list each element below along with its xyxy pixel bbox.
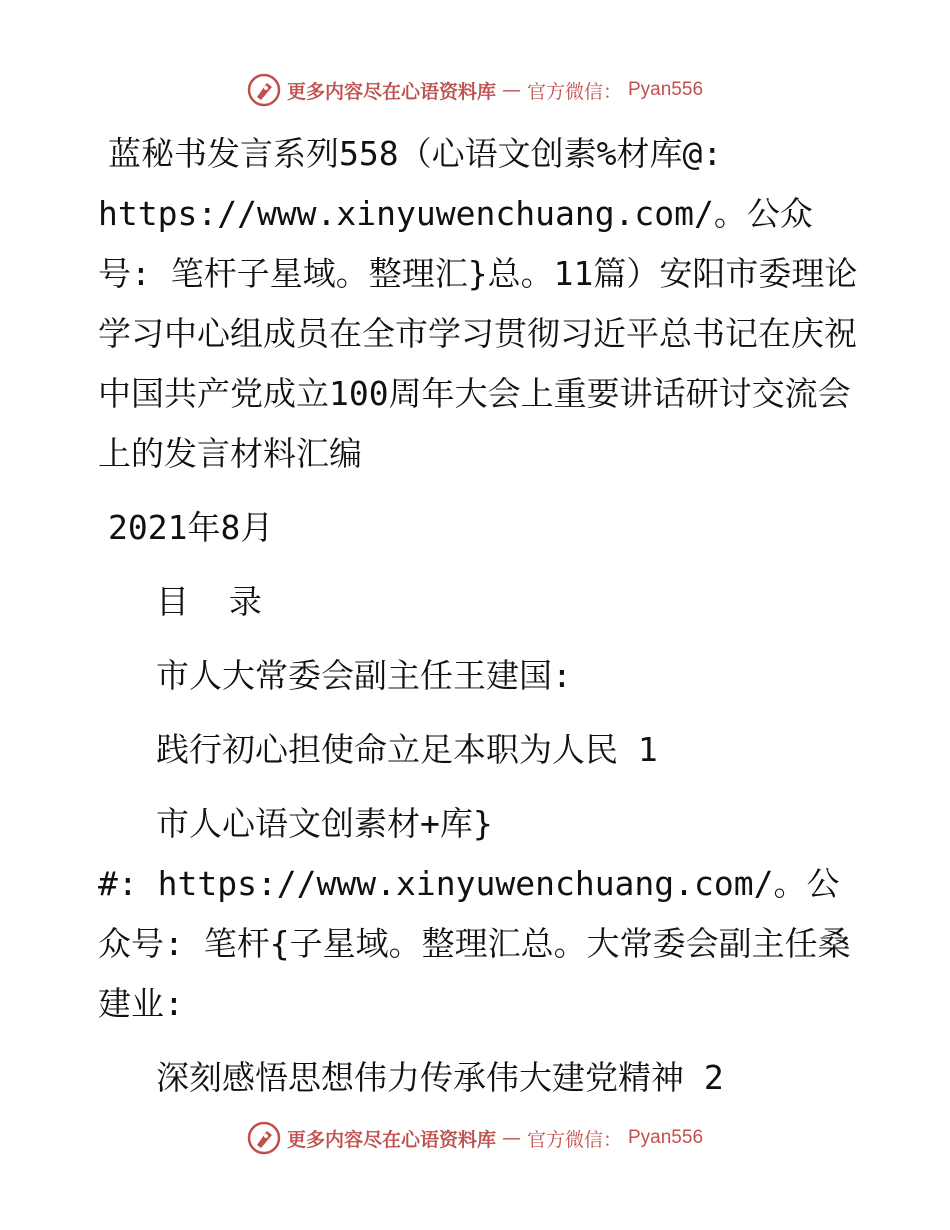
document-date: 2021年8月 — [108, 508, 274, 547]
document-title: 蓝秘书发言系列558（心语文创素%材库@: https://www.xinyuwenchuang.com/。公众号: 笔杆子星域。整理汇}总。11篇）安阳市委理论学习中心组成员在全市学习贯彻习近平总书记在庆祝中国共产党成立100周年大会上重要讲话研讨交流会上的发言材料汇编 — [98, 134, 858, 473]
toc-item: 践行初心担使命立足本职为人民 1 — [156, 730, 658, 769]
banner-wechat-label: 官方微信： — [526, 80, 622, 103]
pen-nib-logo-icon — [247, 1121, 281, 1155]
banner-site-text: 更多内容尽在心语资料库 — [286, 1128, 496, 1151]
banner-wechat-label: 官方微信： — [526, 1128, 622, 1151]
banner-wechat-id: Pyan556 — [628, 1127, 704, 1148]
banner-site-text: 更多内容尽在心语资料库 — [286, 80, 496, 103]
footer-watermark-banner — [0, 1118, 950, 1158]
toc-heading — [98, 572, 858, 632]
toc-item: 市人大常委会副主任王建国: — [156, 656, 572, 695]
toc-item: 市人心语文创素材+库} — [156, 804, 493, 843]
toc-item: 深刻感悟思想伟力传承伟大建党精神 2 — [156, 1058, 724, 1097]
toc-heading-text: 目 录 — [156, 582, 272, 621]
document-body — [98, 124, 858, 1108]
banner-dash: — — [501, 79, 521, 101]
watermark-paragraph: #: https://www.xinyuwenchuang.com/。公众号: 笔杆{子星域。整理汇总。大常委会副主任桑建业: — [98, 864, 851, 1023]
header-watermark-banner — [0, 70, 950, 110]
banner-dash: — — [501, 1127, 521, 1149]
banner-wechat-id: Pyan556 — [628, 79, 704, 100]
pen-nib-logo-icon — [247, 73, 281, 107]
